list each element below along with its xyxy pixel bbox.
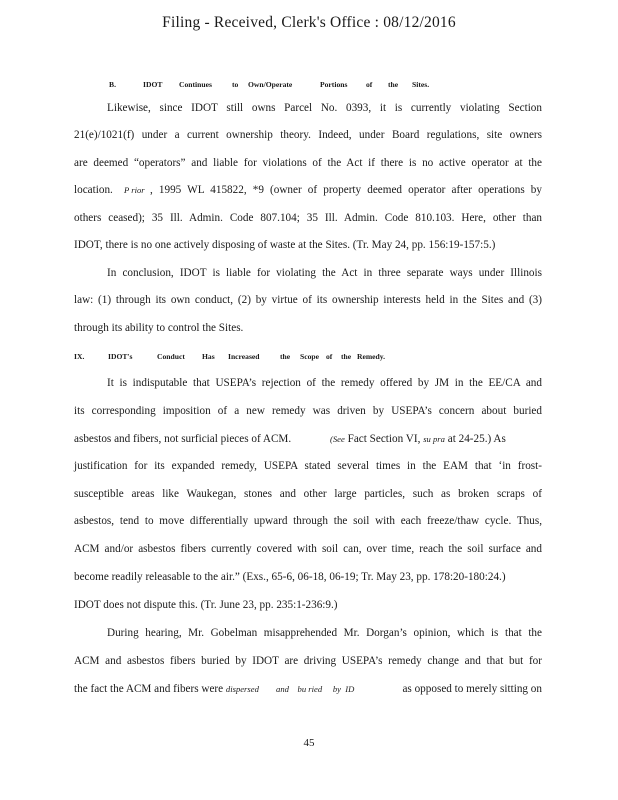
heading-word: IDOT [143,80,163,89]
heading-number: IX. [74,352,85,361]
paragraph-line: IDOT, there is no one actively disposing of waste at the Sites. (Tr. May 24, pp. 156:19-157:5.) [74,239,496,251]
citation-text: at 24-25.) As [447,433,506,445]
heading-word: the [280,352,291,361]
paragraph-line: ACM and asbestos fibers buried by IDOT are driving USEPA’s remedy change and that but for [74,655,542,667]
line-text: the fact the ACM and fibers were [74,683,224,695]
paragraph-line: IDOT does not dispute this. (Tr. June 23, pp. 235:1-236:9.) [74,599,338,611]
case-name-text: P rior [124,185,145,195]
paragraph-line: It is indisputable that USEPA’s rejection of the remedy offered by JM in the EE/CA and [107,377,542,389]
heading-word: Portions [320,80,348,89]
line-text: location. [74,184,113,196]
line-text: asbestos and fibers, not surficial pieces of ACM. [74,433,292,445]
see-signal: (See [330,434,345,444]
paragraph-line: justification for its expanded remedy, USEPA stated several times in the EAM that ‘in frost- [74,460,542,472]
section-ix-heading [74,350,474,364]
heading-word: Scope [300,352,319,361]
paragraph-line: In conclusion, IDOT is liable for violating the Act in three separate ways under Illinois [107,267,542,279]
paragraph-line: others ceased); 35 Ill. Admin. Code 807.104; 35 Ill. Admin. Code 810.103. Here, other than [74,212,542,224]
section-b-heading [109,78,479,92]
citation-text: Fact Section VI, [347,433,421,445]
paragraph-line: ACM and/or asbestos fibers currently covered with soil can, over time, reach the soil surface and [74,543,542,555]
paragraph-line: susceptible areas like Waukegan, stones and other large particles, such as broken scraps of [74,488,542,500]
paragraph-line: , 1995 WL 415822, *9 (owner of property deemed operator after operations by [150,184,542,196]
heading-number: B. [109,80,116,89]
paragraph-line: law: (1) through its own conduct, (2) by virtue of its ownership interests held in the Sites and (3) [74,294,542,306]
paragraph-line: 21(e)/1021(f) under a current ownership theory. Indeed, under Board regulations, site owners [74,129,542,141]
overlapping-text: as opposed to merely sitting on [402,683,542,695]
heading-word: Conduct [157,352,185,361]
paragraph-line: are deemed “operators” and liable for violations of the Act if there is no active operator at the [74,157,542,169]
heading-word: the [341,352,352,361]
heading-word: of [366,80,373,89]
heading-word: IDOT's [108,352,133,361]
paragraph-line: During hearing, Mr. Gobelman misapprehended Mr. Dorgan’s opinion, which is that the [107,627,542,639]
paragraph-line: asbestos, tend to move differentially upward through the soil with each freeze/thaw cycle. Thus, [74,515,542,527]
heading-word: Has [202,352,215,361]
heading-word: to [232,80,239,89]
heading-word: Remedy. [357,352,386,361]
case-name [124,183,150,197]
page-number: 45 [303,737,315,749]
heading-word: the [388,80,399,89]
heading-word: Continues [179,80,212,89]
paragraph-line: become readily releasable to the air.” (Exs., 65-6, 06-18, 06-19; Tr. May 23, pp. 178:20-180:24.) [74,571,506,583]
heading-word: of [326,352,333,361]
heading-word: Own/Operate [248,80,293,89]
heading-word: Sites. [412,80,430,89]
paragraph-line: its corresponding imposition of a new remedy was driven by USEPA’s concern about buried [74,405,542,417]
heading-word: Increased [228,352,260,361]
supra-signal: su pra [423,434,445,444]
citation-line [330,432,542,446]
italic-fragment: dispersed and bu ried by ID [225,684,355,694]
page-header: Filing - Received, Clerk's Office : 08/12/2016 [162,14,456,31]
paragraph-line: Likewise, since IDOT still owns Parcel No. 0393, it is currently violating Section [107,102,542,114]
paragraph-line: through its ability to control the Sites. [74,322,244,334]
